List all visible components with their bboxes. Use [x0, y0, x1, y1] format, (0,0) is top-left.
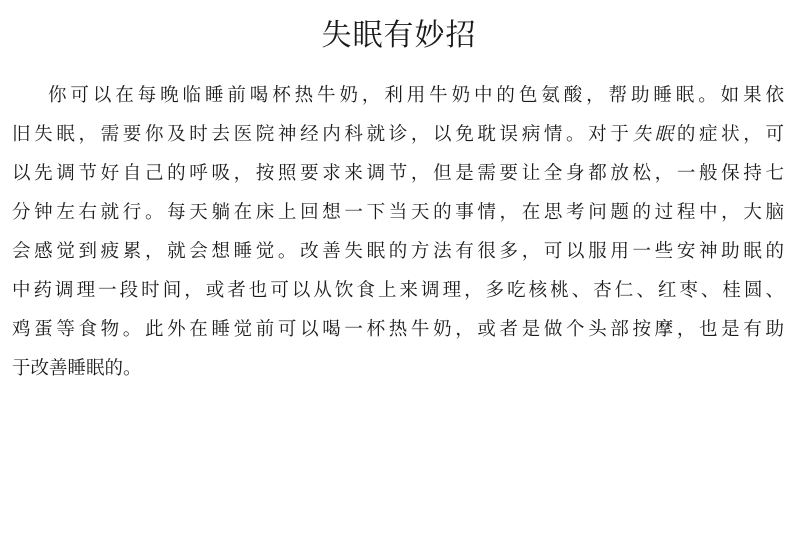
text-line-4: 分钟左右就行。每天躺在床上回想一下当天的事情，在思考问题的过程中，大脑 [12, 202, 784, 223]
text-line-3: 以先调节好自己的呼吸，按照要求来调节，但是需要让全身都放松，一般保持七 [12, 163, 784, 184]
text-line-2-tail: 的症状，可 [676, 124, 784, 145]
text-line-2-emphasis: 失眠 [632, 124, 677, 145]
text-line-6: 中药调理一段时间，或者也可以从饮食上来调理，多吃核桃、杏仁、红枣、桂圆、 [12, 280, 784, 301]
text-line-1: 你可以在每晚临睡前喝杯热牛奶，利用牛奶中的色氨酸，帮助睡眠。如果依 [48, 85, 784, 106]
text-line-7: 鸡蛋等食物。此外在睡觉前可以喝一杯热牛奶，或者是做个头部按摩，也是有助 [12, 319, 784, 340]
text-line-2 [12, 115, 784, 154]
document-title: 失眠有妙招 [321, 18, 477, 53]
text-line-8: 于改善睡眠的。 [12, 358, 142, 379]
text-line-2-head: 旧失眠，需要你及时去医院神经内科就诊，以免耽误病情。对于 [12, 124, 633, 145]
document-body [12, 76, 784, 388]
text-line-5: 会感觉到疲累，就会想睡觉。改善失眠的方法有很多，可以服用一些安神助眠的 [12, 241, 784, 262]
